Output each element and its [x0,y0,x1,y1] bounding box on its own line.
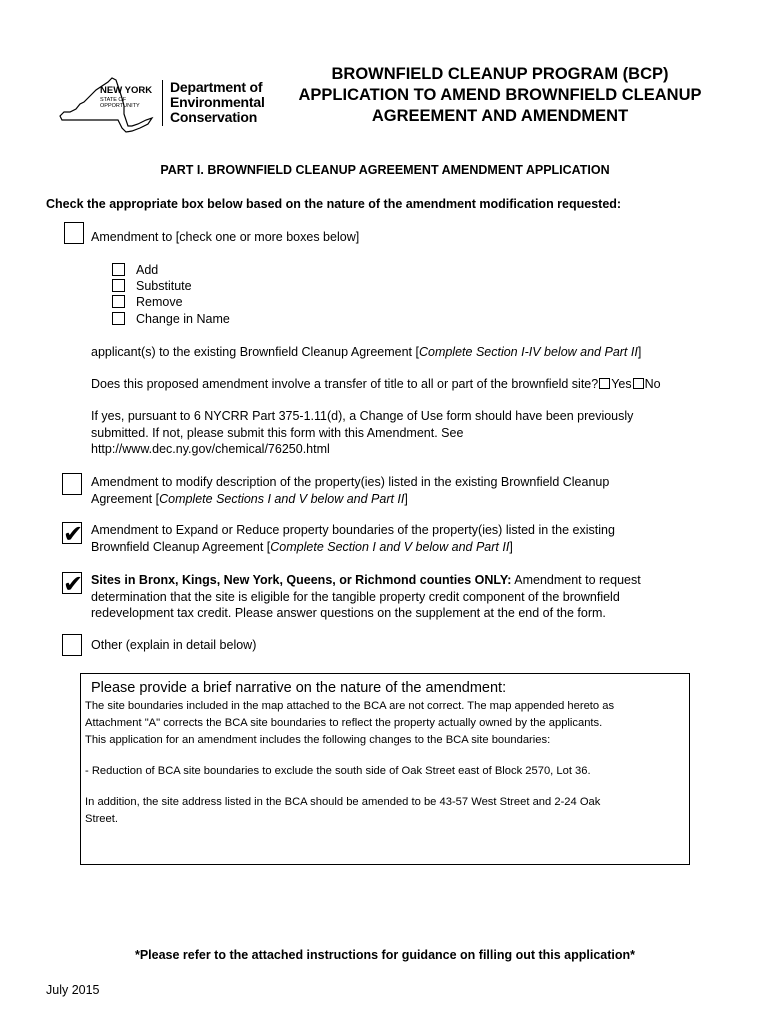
part-title: PART I. BROWNFIELD CLEANUP AGREEMENT AMENDMENT APPLICATION [160,163,610,177]
no-checkbox[interactable] [633,378,644,389]
change-of-use-note: If yes, pursuant to 6 NYCRR Part 375-1.11(d), a Change of Use form should have been previously submitted. If not, please submit this form with this Amendment. See http://www.dec.ny.gov/chemical/76250.html [91,408,731,458]
change-in-name-label: Change in Name [136,312,230,326]
remove-checkbox[interactable] [112,295,125,308]
yes-checkbox[interactable] [599,378,610,389]
form-title [280,64,720,127]
other-label: Other (explain in detail below) [91,638,257,652]
change-in-name-checkbox[interactable] [112,312,125,325]
form-date: July 2015 [46,983,100,997]
add-checkbox[interactable] [112,263,125,276]
transfer-question: Does this proposed amendment involve a transfer of title to all or part of the brownfield site? Yes No [91,377,661,391]
svg-text:NEW YORK: NEW YORK [100,85,153,96]
svg-text:STATE OF: STATE OF [100,97,127,103]
expand-reduce-checkbox[interactable]: ✔ [63,520,84,548]
expand-reduce-label: Amendment to Expand or Reduce property boundaries of the property(ies) listed in the existing Brownfield Cleanup Agreement [Complete Section I and V below and Part II] [91,523,615,554]
new-york-state-map-icon [58,76,158,134]
add-label: Add [136,263,159,277]
guidance-note: *Please refer to the attached instructions for guidance on filling out this application* [134,948,636,962]
amendment-to-checkbox[interactable] [64,222,84,244]
substitute-checkbox[interactable] [112,279,125,292]
yes-label: Yes [611,377,632,391]
applicant-text: applicant(s) to the existing Brownfield Cleanup Agreement [Complete Section I-IV below and Part II] [91,345,642,359]
dept-name-line3: Conservation [170,109,258,125]
dept-name [170,80,265,125]
remove-label: Remove [136,295,183,309]
logo-divider [162,80,163,126]
tangible-credit-checkbox[interactable]: ✔ [63,570,84,598]
nysdec-logo [58,76,270,134]
narrative-body: The site boundaries included in the map attached to the BCA are not correct. The map appended hereto as Attachment "A" corrects the BCA site boundaries to reflect the property actually owned by the applicants. This application for an amendment includes the following changes to the BCA site boundaries: - Reduction of BCA site boundaries to exclude the south side of Oak Street east of Block 2570, Lot 36. In addition, the site address listed in the BCA should be amended to be 43-57 West Street and 2-24 Oak Street. [85,700,615,825]
title-line1: BROWNFIELD CLEANUP PROGRAM (BCP) [331,65,669,83]
modify-description-checkbox[interactable] [62,473,82,495]
substitute-label: Substitute [136,279,192,293]
dept-name-line2: Environmental [170,94,265,110]
narrative-heading: Please provide a brief narrative on the nature of the amendment: [91,680,507,696]
dept-name-line1: Department of [170,79,263,95]
other-checkbox[interactable] [62,634,82,656]
title-line2: APPLICATION TO AMEND BROWNFIELD CLEANUP [298,86,702,104]
amendment-to-label: Amendment to [check one or more boxes below] [91,230,360,244]
modify-description-label: Amendment to modify description of the property(ies) listed in the existing Brownfield Cleanup Agreement [Complete Sections I and V below and Part II] [91,475,610,506]
svg-text:OPPORTUNITY: OPPORTUNITY [100,103,140,109]
no-label: No [644,377,661,391]
instruction-text: Check the appropriate box below based on the nature of the amendment modification requested: [46,197,622,211]
dec-link[interactable]: http://www.dec.ny.gov/chemical/76250.html [91,442,330,456]
title-line3: AGREEMENT AND AMENDMENT [371,107,629,125]
narrative-textarea[interactable] [80,673,690,865]
tangible-credit-label: Sites in Bronx, Kings, New York, Queens, or Richmond counties ONLY: Amendment to request determination that the site is eligible for the tangible property credit component of the brownfield redevelopment tax credit. Please answer questions on the supplement at the end of the form. [91,573,641,620]
